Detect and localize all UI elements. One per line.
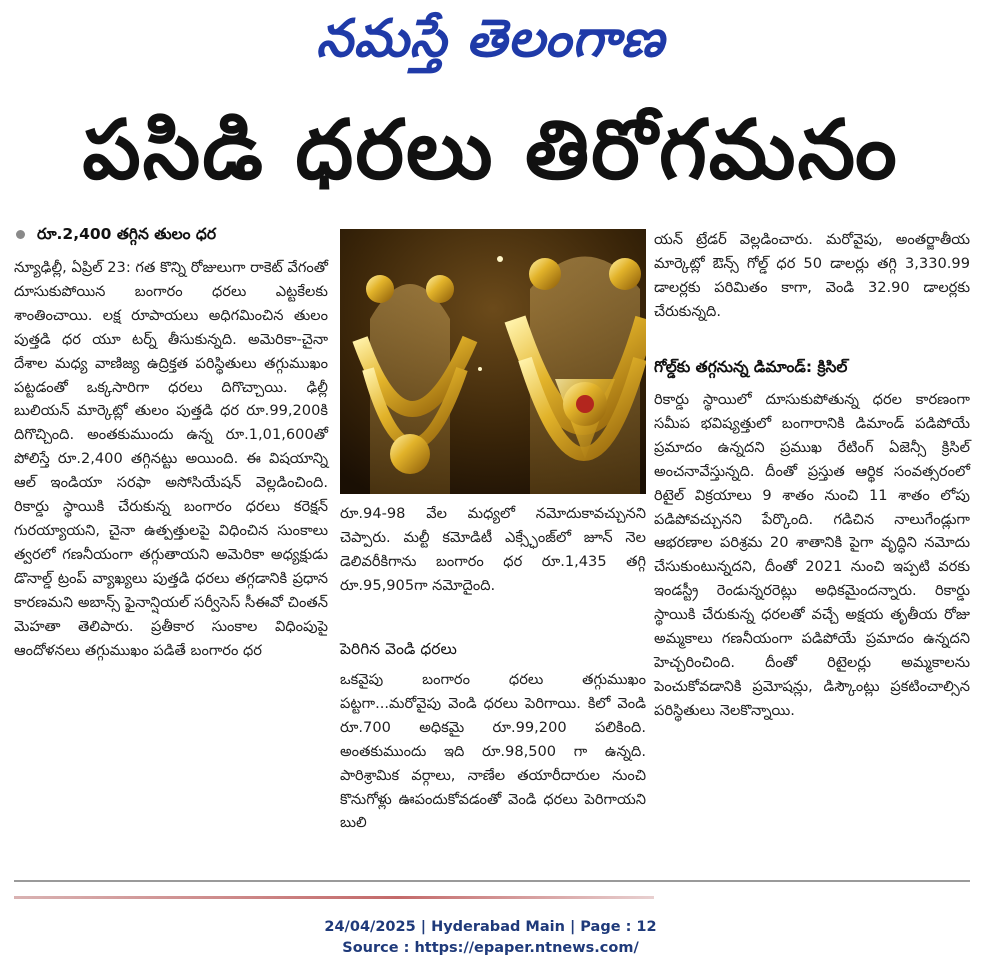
paragraph: రికార్డు స్థాయిలో దూసుకుపోతున్న ధరల కారణంగా సమీప భవిష్యత్తులో బంగారానికి డిమాండ్‌ పడిపోయే ప్రమాదం ఉన్నదని ప్రముఖ రేటింగ్‌ ఏజెన్సీ క్రిసిల్‌ అంచనావేస్తున్నది. దీంతో ప్రస్తుత ఆర్థిక సంవత్సరంలో రిటైల్‌ విక్రయాలు 9 శాతం నుంచి 11 శాతం లోపు పడిపోవచ్చునని పేర్కొంది. గడిచిన నాలుగేండ్లుగా ఆభరణాల పరిశ్రమ 20 శాతానికి పైగా వృద్ధిని నమోదు చేసుకుంటున్నదని, దీంతో 2021 నుంచి ఇప్పటి వరకు ఇండస్ట్రీ రెండున్నరరెట్లు అధికమైందన్నారు. రికార్డు స్థాయికి చేరుకున్న ధరలతో వచ్చే అక్షయ తృతీయ రోజు అమ్మకాలు గణనీయంగా పడిపోయే ప్రమాదం ఉన్నదని హెచ్చరించింది. దీంతో రిటైలర్లు అమ్మకాలను పెంచుకోవడానికి ప్రమోషన్లు, డిస్కౌంట్లు ప్రకటించాల్సిన పరిస్థితులు నెలకొన్నాయి.	[654, 391, 970, 719]
gold-jewellery-photo	[340, 229, 646, 494]
crisil-subhead: గోల్డ్‌కు తగ్గనున్న డిమాండ్‌: క్రిసిల్‌	[654, 358, 848, 376]
headline: పసిడి ధరలు తిరోగమనం	[82, 103, 899, 198]
source-link[interactable]: Source : https://epaper.ntnews.com/	[342, 940, 639, 956]
article-column-1	[14, 256, 328, 662]
footer-accent-bar	[14, 896, 654, 899]
footer-divider	[14, 880, 970, 882]
article-column-2	[340, 502, 646, 598]
newspaper-masthead: నమస్తే తెలంగాణ	[316, 8, 665, 69]
article-column-3	[654, 228, 970, 324]
paragraph: రూ.94-98 వేల మధ్యలో నమోదుకావచ్చునని చెప్పారు. మల్టీ కమోడిటీ ఎక్స్ఛేంజ్‌లో జూన్‌ నెల డెలివరీకిగాను బంగారం ధర రూ.1,435 తగ్గి రూ.95,905గా నమోదైంది.	[340, 505, 646, 594]
bullet-icon	[16, 230, 25, 239]
paragraph: ఒకవైపు బంగారం ధరలు తగ్గుముఖం పట్టగా...మరోవైపు వెండి ధరలు పెరిగాయి. కిలో వెండి రూ.700 అధికమై రూ.99,200 పలికింది. అంతకుముందు ఇది రూ.98,500 గా ఉన్నది. పారిశ్రామిక వర్గాలు, నాణేల తయారీదారుల నుంచి కొనుగోళ్లు ఊపందుకోవడంతో వెండి ధరలు పెరిగాయని బులి	[340, 671, 646, 832]
silver-subhead: పెరిగిన వెండి ధరలు	[340, 640, 457, 658]
gold-necklace-illustration	[340, 229, 646, 494]
paragraph: యన్‌ ట్రేడర్‌ వెల్లడించారు. మరోవైపు, అంతర్జాతీయ మార్కెట్లో ఔన్స్‌ గోల్డ్‌ ధర 50 డాలర్లు తగ్గి 3,330.99 డాలర్లకు పరిమితం కాగా, వెండి 32.90 డాలర్లకు చేరుకున్నది.	[654, 231, 970, 320]
edition-info: 24/04/2025 | Hyderabad Main | Page : 12	[324, 919, 657, 935]
article-column-2-continued	[340, 668, 646, 835]
lead-subhead-text: రూ.2,400 తగ్గిన తులం ధర	[37, 225, 217, 243]
paragraph: న్యూఢిల్లీ, ఏప్రిల్‌ 23: గత కొన్ని రోజులుగా రాకెట్‌ వేగంతో దూసుకుపోయిన బంగారం ధరలు ఎట్టకేలకు శాంతించాయి. లక్ష రూపాయలు అధిగమించిన తులం పుత్తడి ధర యూ టర్న్‌ తీసుకున్నది. అమెరికా-చైనా దేశాల మధ్య వాణిజ్య ఉద్రిక్తత పరిస్థితులు తగ్గుముఖం పట్టడంతో ఒక్కసారిగా ధరలు దిగొచ్చాయి. ఢిల్లీ బులియన్‌ మార్కెట్లో తులం పుత్తడి ధర రూ.99,200కి దిగొచ్చింది. అంతకుముందు ఉన్న రూ.1,01,600తో పోలిస్తే రూ.2,400 తగ్గినట్టు అయింది. ఈ విషయాన్ని ఆల్‌ ఇండియా సరఫా అసోసియేషన్‌ వెల్లడించింది. రికార్డు స్థాయికి చేరుకున్న బంగారం ధరలు కరెక్షన్‌ గురయ్యాయని, చైనా ఉత్పత్తులపై విధించిన సుంకాలు త్వరలో గణనీయంగా తగ్గుతాయని అమెరికా అధ్యక్షుడు డొనాల్డ్‌ ట్రంప్‌ వ్యాఖ్యలు పుత్తడి ధరలు తగ్గడానికి ప్రధాన కారణమని అబాన్స్‌ ఫైనాన్షియల్‌ సర్వీసెస్‌ సీఈవో చింతన్‌ మెహతా తెలిపారు. ప్రతీకార సుంకాల విధింపుపై ఆందోళనలు తగ్గుముఖం పడితే బంగారం ధర	[14, 259, 328, 659]
article-column-3-continued	[654, 388, 970, 723]
lead-subhead	[16, 225, 316, 247]
